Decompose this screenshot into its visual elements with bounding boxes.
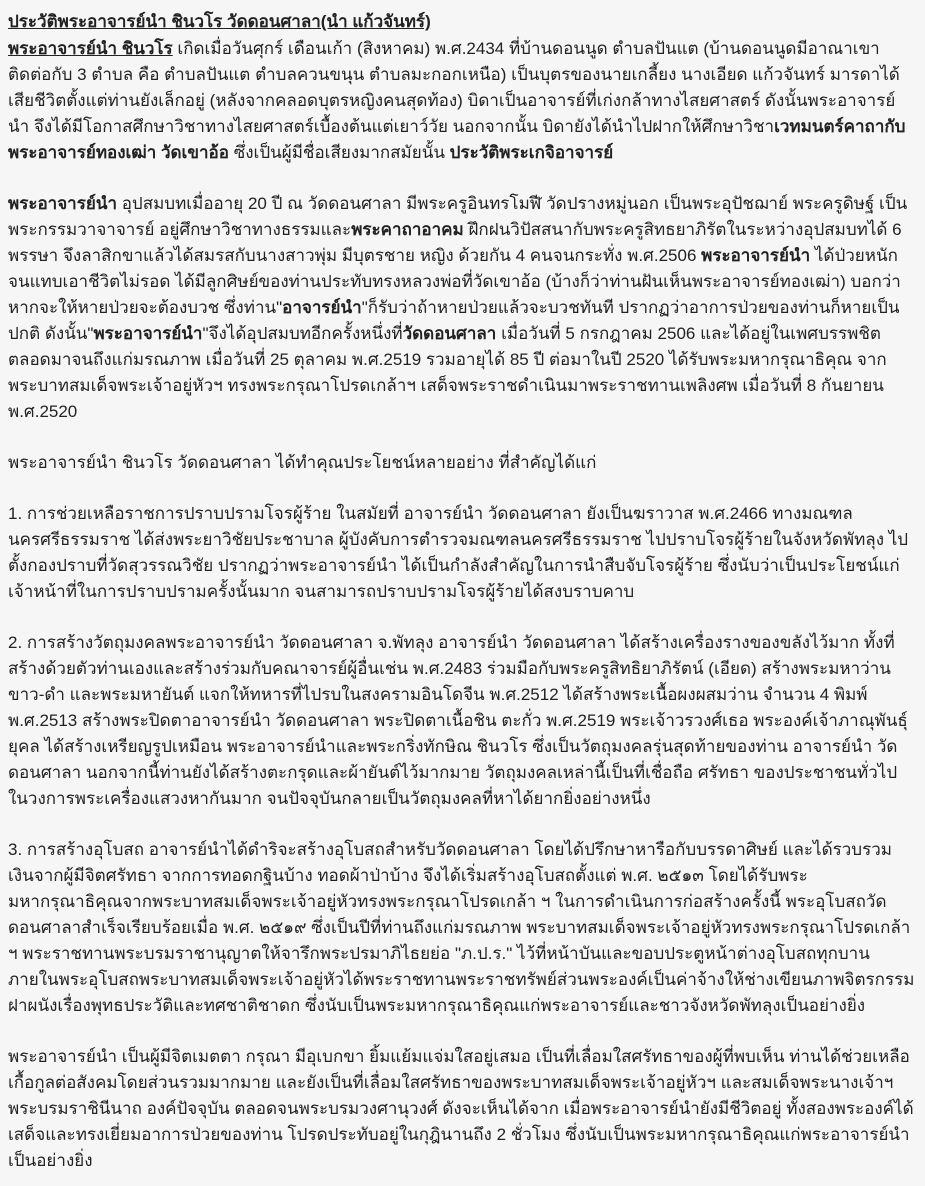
paragraph-ordination-run: อาจารย์นำ <box>282 298 362 317</box>
paragraph-birth-run: ซึ่งเป็นผู้มีชื่อเสียงมากสมัยนั้น <box>228 143 450 162</box>
paragraph-birth-run: พระอาจารย์นำ ชินวโร <box>8 39 173 58</box>
paragraph-birth-run: เกิดเมื่อวันศุกร์ เดือนเก้า (สิงหาคม) พ.ศ.2434 ที่บ้านดอนนูด ตำบลปันแต (บ้านดอนนูดมีอาณาเขาติดต่อกับ 3 ตำบล คือ ตำบลปันแต ตำบลควนขนุน ตำบลมะกอกเหนือ) เป็นบุตรของนายเกลี้ยง นางเอียด แก้วจันทร์ มารดาได้เสียชีวิตตั้งแต่ท่านยังเล็กอยู่ (หลังจากคลอดบุตรหญิงคนสุดท้อง) บิดาเป็นอาจารย์ที่เก่งกล้าทางไสยศาสตร์ ดังนั้นพระอาจารย์นำ จึงได้มีโอกาสศึกษาวิชาทางไสยศาสตร์เบื้องต้นแต่เยาว์วัย นอกจากนั้น บิดายังได้นำไปฝากให้ศึกษาวิชา <box>8 39 900 136</box>
paragraph-birth-run: เวทมนตร์คาถากับพระอาจารย์ทองเฒ่า วัดเขาอ้อ <box>8 117 906 162</box>
paragraph-ordination-run: พระอาจารย์นำ <box>8 194 117 213</box>
paragraph-ordination-run: พระอาจารย์นำ <box>701 246 811 265</box>
document-body <box>8 8 915 1174</box>
paragraph-closing-run: พระอาจารย์นำ เป็นผู้มีจิตเมตตา กรุณา มีอุเบกขา ยิ้มแย้มแจ่มใสอยู่เสมอ เป็นที่เลื่อมใสศรัทธาของผู้ที่พบเห็น ท่านได้ช่วยเหลือเกื้อกูลต่อสังคมโดยส่วนรวมมากมาย และยังเป็นที่เลื่อมใสศรัทธาของพระบาทสมเด็จพระเจ้าอยู่หัวฯ และสมเด็จพระนางเจ้าฯ พระบรมราชินีนาถ องค์ปัจจุบัน ตลอดจนพระบรมวงศานุวงศ์ ดังจะเห็นได้จาก เมื่อพระอาจารย์นำยังมีชีวิตอยู่ ทั้งสองพระองค์ได้เสด็จและทรงเยี่ยมอาการป่วยของท่าน โปรดประทับอยู่ในกุฎินานถึง 2 ชั่วโมง ซึ่งนับเป็นพระมหากรุณาธิคุณแก่พระอาจารย์นำเป็นอย่างยิ่ง <box>8 1047 914 1170</box>
paragraph-ordination-run: วัดดอนศาลา <box>402 324 497 343</box>
paragraph-ordination-run: พระอาจารย์นำ <box>93 324 203 343</box>
paragraph-contributions-intro <box>8 450 915 476</box>
paragraph-closing <box>8 1044 915 1174</box>
list-item-2-run: 2. การสร้างวัตถุมงคลพระอาจารย์นำ วัดดอนศาลา จ.พัทลุง อาจารย์นำ วัดดอนศาลา ได้สร้างเครื่องรางของขลังไว้มาก ทั้งที่สร้างด้วยตัวท่านเองและสร้างร่วมกับคณาจารย์ผู้อื่นเช่น พ.ศ.2483 ร่วมมือกับพระครูสิทธิยาภิรัตน์ (เอียด) สร้างพระมหาว่านขาว-ดำ และพระมหายันต์ แจกให้ทหารที่ไปรบในสงครามอินโดจีน พ.ศ.2512 ได้สร้างพระเนื้อผงผสมว่าน จำนวน 4 พิมพ์ พ.ศ.2513 สร้างพระปิดตาอาจารย์นำ วัดดอนศาลา พระปิดตาเนื้อชิน ตะกั่ว พ.ศ.2519 พระเจ้าวรวงศ์เธอ พระองค์เจ้าภาณุพันธุ์ยุคล ได้สร้างเหรียญรูปเหมือน พระอาจารย์นำและพระกริ่งทักษิณ ชินวโร ซึ่งเป็นวัตถุมงคลรุ่นสุดท้ายของท่าน อาจารย์นำ วัดดอนศาลา นอกจากนี้ท่านยังได้สร้างตะกรุดและผ้ายันต์ไว้มากมาย วัตถุมงคลเหล่านี้เป็นที่เชื่อถือ ศรัทธา ของประชาชนทั่วไปในวงการพระเครื่องแสวงหากันมาก จนปัจจุบันกลายเป็นวัตถุมงคลที่หาได้ยากยิ่งอย่างหนึ่ง <box>8 633 908 808</box>
paragraph-birth <box>8 36 915 166</box>
page-title <box>8 8 915 36</box>
paragraph-ordination-run: อุปสมบทเมื่ออายุ 20 ปี ณ วัดดอนศาลา มีพระครูอินทรโมฬี วัดปรางหมู่นอก เป็นพระอุปัชฌาย์ พระครูดิษฐ์ เป็นพระกรรมวาจาจารย์ อยู่ศึกษาวิชาทางธรรมและ <box>8 194 908 239</box>
paragraph-ordination-run: "จึงได้อุปสมบทอีกครั้งหนึ่งที่ <box>202 324 403 343</box>
paragraph-ordination-run: ได้ป่วยหนักจนแทบเอาชีวิตไม่รอด ได้มีลูกศิษย์ของท่านประทับทรงหลวงพ่อที่วัดเขาอ้อ (บ้างก็ว่าท่านฝันเห็นพระอาจารย์ทองเฒ่า) บอกว่าหากจะให้หายป่วยจะต้องบวช ซึ่งท่าน" <box>8 246 901 317</box>
paragraph-ordination-run: เมื่อวันที่ 5 กรกฎาคม 2506 และได้อยู่ในเพศบรรพชิตตลอดมาจนถึงแก่มรณภาพ เมื่อวันที่ 25 ตุลาคม พ.ศ.2519 รวมอายุได้ 85 ปี ต่อมาในปี 2520 ได้รับพระมหากรุณาธิคุณ จากพระบาทสมเด็จพระเจ้าอยู่หัวฯ ทรงพระกรุณาโปรดเกล้าฯ เสด็จพระราชดำเนินมาพระราชทานเพลิงศพ เมื่อวันที่ 8 กันยายน พ.ศ.2520 <box>8 324 887 421</box>
page-title-run: ประวัติพระอาจารย์นำ ชินวโร วัดดอนศาลา(นำ แก้วจันทร์) <box>8 12 431 31</box>
list-item-3-run: 3. การสร้างอุโบสถ อาจารย์นำได้ดำริจะสร้างอุโบสถสำหรับวัดดอนศาลา โดยได้ปรึกษาหารือกับบรรดาศิษย์ และได้รวบรวมเงินจากผู้มีจิตศรัทธา จากการทอดกฐินบ้าง ทอดผ้าป่าบ้าง จึงได้เริ่มสร้างอุโบสถตั้งแต่ พ.ศ. ๒๕๑๓ โดยได้รับพระมหากรุณาธิคุณจากพระบาทสมเด็จพระเจ้าอยู่หัวทรงพระกรุณาโปรดเกล้า ฯ ในการดำเนินการก่อสร้างครั้งนี้ พระอุโบสถวัดดอนศาลาสำเร็จเรียบร้อยเมื่อ พ.ศ. ๒๕๑๙ ซึ่งเป็นปีที่ท่านถึงแก่มรณภาพ พระบาทสมเด็จพระเจ้าอยู่หัวทรงพระกรุณาโปรดเกล้า ฯ พระราชทานพระบรมราชานุญาตให้จารึกพระปรมาภิไธยย่อ "ภ.ป.ร." ไว้ที่หน้าบันและขอบประตูหน้าต่างอุโบสถทุกบานภายในพระอุโบสถพระบาทสมเด็จพระเจ้าอยู่หัวได้พระราชทานพระราชทรัพย์ส่วนพระองค์เป็นค่าจ้างให้ช่างเขียนภาพจิตรกรรมฝาผนังเรื่องพุทธประวัติและทศชาติชาดก ซึ่งนับเป็นพระมหากรุณาธิคุณแก่พระอาจารย์และชาวจังหวัดพัทลุงเป็นอย่างยิ่ง <box>8 840 915 1015</box>
list-item-2 <box>8 630 915 812</box>
list-item-1-run: 1. การช่วยเหลือราชการปราบปรามโจรผู้ร้าย ในสมัยที่ อาจารย์นำ วัดดอนศาลา ยังเป็นฆราวาส พ.ศ.2466 ทางมณฑลนครศรีธรรมราช ได้ส่งพระยาวิชัยประชาบาล ผู้บังคับการตำรวจมณฑลนครศรีธรรมราช ไปปราบโจรผู้ร้ายในจังหวัดพัทลุง ไปตั้งกองปราบที่วัดสุวรรณวิชัย ปรากฏว่าพระอาจารย์นำ ได้เป็นกำลังสำคัญในการนำสืบจับโจรผู้ร้าย ซึ่งนับว่าเป็นประโยชน์แก่เจ้าหน้าที่ในการปราบปรามครั้งนั้นมาก จนสามารถปราบปรามโจรผู้ร้ายได้สงบราบคาบ <box>8 504 909 601</box>
paragraph-ordination-run: "ก็รับว่าถ้าหายป่วยแล้วจะบวชทันที ปรากฏว่าอาการป่วยของท่านก็หายเป็นปกติ ดังนั้น" <box>8 298 900 343</box>
list-item-1 <box>8 501 915 605</box>
paragraph-ordination <box>8 191 915 425</box>
paragraph-ordination-run: พระคาถาอาคม <box>351 220 464 239</box>
paragraph-birth-run: ประวัติพระเกจิอาจารย์ <box>449 143 614 162</box>
paragraph-contributions-intro-run: พระอาจารย์นำ ชินวโร วัดดอนศาลา ได้ทำคุณประโยชน์หลายอย่าง ที่สำคัญได้แก่ <box>8 453 597 472</box>
list-item-3 <box>8 837 915 1019</box>
paragraph-ordination-run: ฝึกฝนวิปัสสนากับพระครูสิทธยาภิรัตในระหว่างอุปสมบทได้ 6 พรรษา จึงลาสิกขาแล้วได้สมรสกับนางสาวพุ่ม มีบุตรชาย หญิง ด้วยกัน 4 คนจนกระทั่ง พ.ศ.2506 <box>8 220 902 265</box>
